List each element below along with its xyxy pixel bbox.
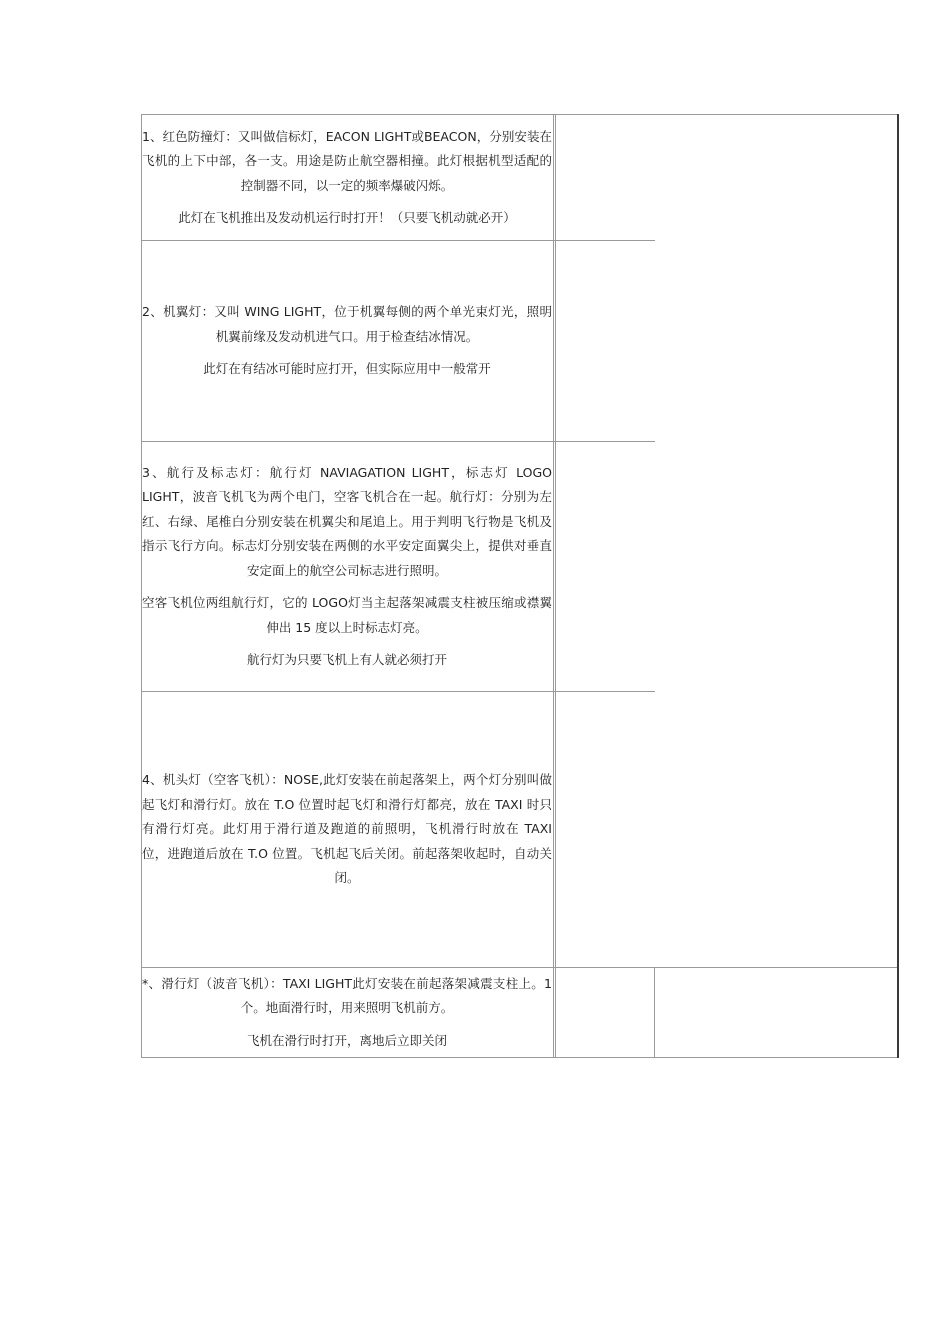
table-cell-row-5 <box>142 968 552 1057</box>
cell-paragraph: 2、机翼灯：又叫 WING LIGHT，位于机翼每侧的两个单光束灯光，照明机翼前缘及发动机进气口。用于检查结冰情况。 <box>142 304 552 344</box>
cell-paragraph: 此灯在有结冰可能时应打开，但实际应用中一般常开 <box>203 361 491 377</box>
table-cell-row-4 <box>142 692 552 967</box>
table-cell-row-2 <box>142 241 552 441</box>
table-right-border <box>897 114 899 1058</box>
cell-paragraph: 1、红色防撞灯：又叫做信标灯，EACON LIGHT或BEACON，分别安装在飞机的上下中部，各一支。用途是防止航空器相撞。此灯根据机型适配的控制器不同，以一定的频率爆破闪烁。 <box>142 128 552 193</box>
cell-paragraph: 飞机在滑行时打开，离地后立即关闭 <box>246 1032 447 1048</box>
cell-paragraph: 空客飞机位两组航行灯，它的 LOGO灯当主起落架减震支柱被压缩或襟翼伸出 15 度以上时标志灯亮。 <box>142 595 552 635</box>
table-cell-row-1 <box>142 115 552 240</box>
column-divider <box>555 114 556 1058</box>
column-divider <box>654 967 655 1058</box>
cell-paragraph: *、滑行灯（波音飞机）：TAXI LIGHT此灯安装在前起落架减震支柱上。1 个。地面滑行时，用来照明飞机前方。 <box>142 975 552 1016</box>
cell-paragraph: 3、航行及标志灯：航行灯 NAVIAGATION LIGHT，标志灯 LOGO LIGHT，波音飞机飞为两个电门，空客飞机合在一起。航行灯：分别为左红、右绿、尾椎白分别安装在机翼尖和尾追上。用于判明飞行物是飞机及指示飞行方向。标志灯分别安装在两侧的水平安定面翼尖上，提供对垂直安定面上的航空公司标志进行照明。 <box>142 464 552 578</box>
cell-paragraph: 4、机头灯（空客飞机）：NOSE,此灯安装在前起落架上，两个灯分别叫做起飞灯和滑行灯。放在 T.O 位置时起飞灯和滑行灯都亮，放在 TAXI 时只有滑行灯亮。此灯用于滑行道及跑道的前照明，飞机滑行时放在 TAXI 位，进跑道后放在 T.O 位置。飞机起飞后关闭。前起落架收起时，自动关闭。 <box>142 772 552 886</box>
column-divider <box>553 114 554 1058</box>
cell-paragraph: 航行灯为只要飞机上有人就必须打开 <box>246 652 447 667</box>
table-bottom-border <box>141 1057 899 1058</box>
table-cell-row-3 <box>142 442 552 691</box>
cell-paragraph: 此灯在飞机推出及发动机运行时打开！（只要飞机动就必开） <box>178 210 516 225</box>
